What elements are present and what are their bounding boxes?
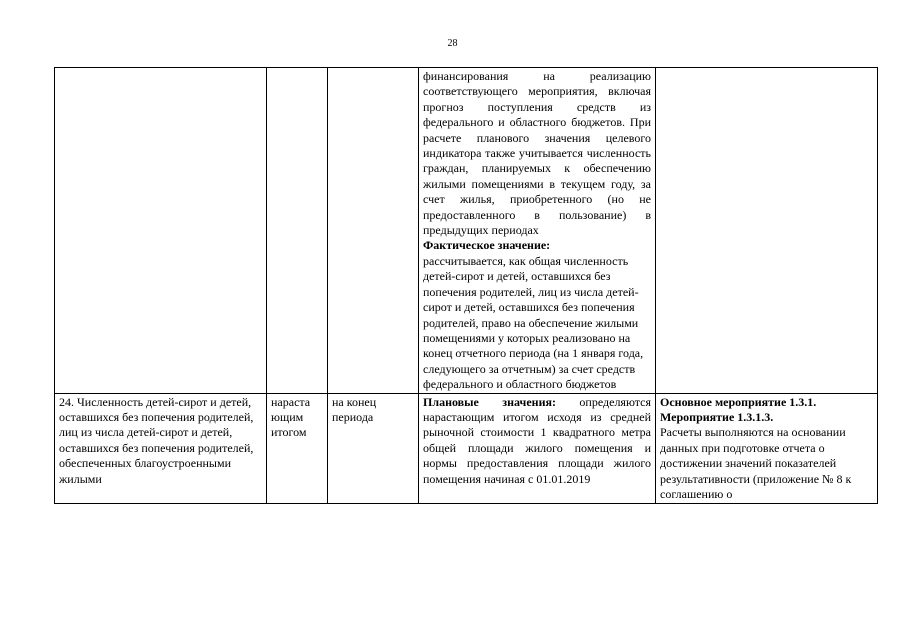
method-text: финансирования на реализацию соответствующего мероприятия, включая прогноз поступления средств из федерального и областного бюджетов. При расчете планового значения целевого индикатора также учитывается численность граждан, планируемых к обеспечению жилыми помещениями в текущем году, за счет жилья, приобретенного (но не предоставленного в пользование) в предыдущих периодах bbox=[423, 69, 651, 238]
indicator-text: 24. Численность детей-сирот и детей, оставшихся без попечения родителей, лиц из числа детей-сирот и детей, оставшихся без попечения родителей, обеспеченных благоустроенными жилыми bbox=[59, 394, 254, 486]
table-row bbox=[55, 68, 878, 394]
method-cell bbox=[419, 68, 656, 394]
table-row bbox=[55, 393, 878, 503]
indicator-cell bbox=[55, 393, 267, 503]
activity-heading: Мероприятие 1.3.1.3. bbox=[660, 409, 774, 424]
source-text: Расчеты выполняются на основании данных при подготовке отчета о достижении значений показателей результативности (приложение № 8 к соглашению о bbox=[660, 425, 852, 501]
indicator-cell bbox=[55, 68, 267, 394]
planned-values-heading: Плановые значения: bbox=[423, 394, 556, 409]
page-number: 28 bbox=[447, 38, 458, 49]
source-cell bbox=[656, 68, 878, 394]
actual-value-text: рассчитывается, как общая численность детей-сирот и детей, оставшихся без попечения родителей, лиц из числа детей-сирот и детей, оставшихся без попечения родителей, право на обеспечение жилыми помещениями у которых реализовано на конец отчетного периода (на 1 января года, следующего за отчетным) за счет средств федерального и областного бюджетов bbox=[423, 253, 644, 392]
actual-value-heading: Фактическое значение: bbox=[423, 238, 551, 253]
accumulation-cell bbox=[267, 68, 328, 394]
planned-values-text: определяются нарастающим итогом исходя из средней рыночной стоимости 1 квадратного метра общей площади жилого помещения и нормы предоставления площади жилого помещения начиная с 01.01.2019 bbox=[423, 394, 651, 486]
method-cell bbox=[419, 393, 656, 503]
period-cell bbox=[328, 68, 419, 394]
accumulation-text: нараста ющим итогом bbox=[271, 394, 311, 440]
accumulation-cell bbox=[267, 393, 328, 503]
main-activity-heading: Основное мероприятие 1.3.1. bbox=[660, 394, 817, 409]
planned-values-paragraph bbox=[423, 395, 651, 487]
period-text: на конец периода bbox=[332, 394, 377, 424]
period-cell bbox=[328, 393, 419, 503]
source-cell bbox=[656, 393, 878, 503]
indicator-table bbox=[54, 67, 878, 504]
